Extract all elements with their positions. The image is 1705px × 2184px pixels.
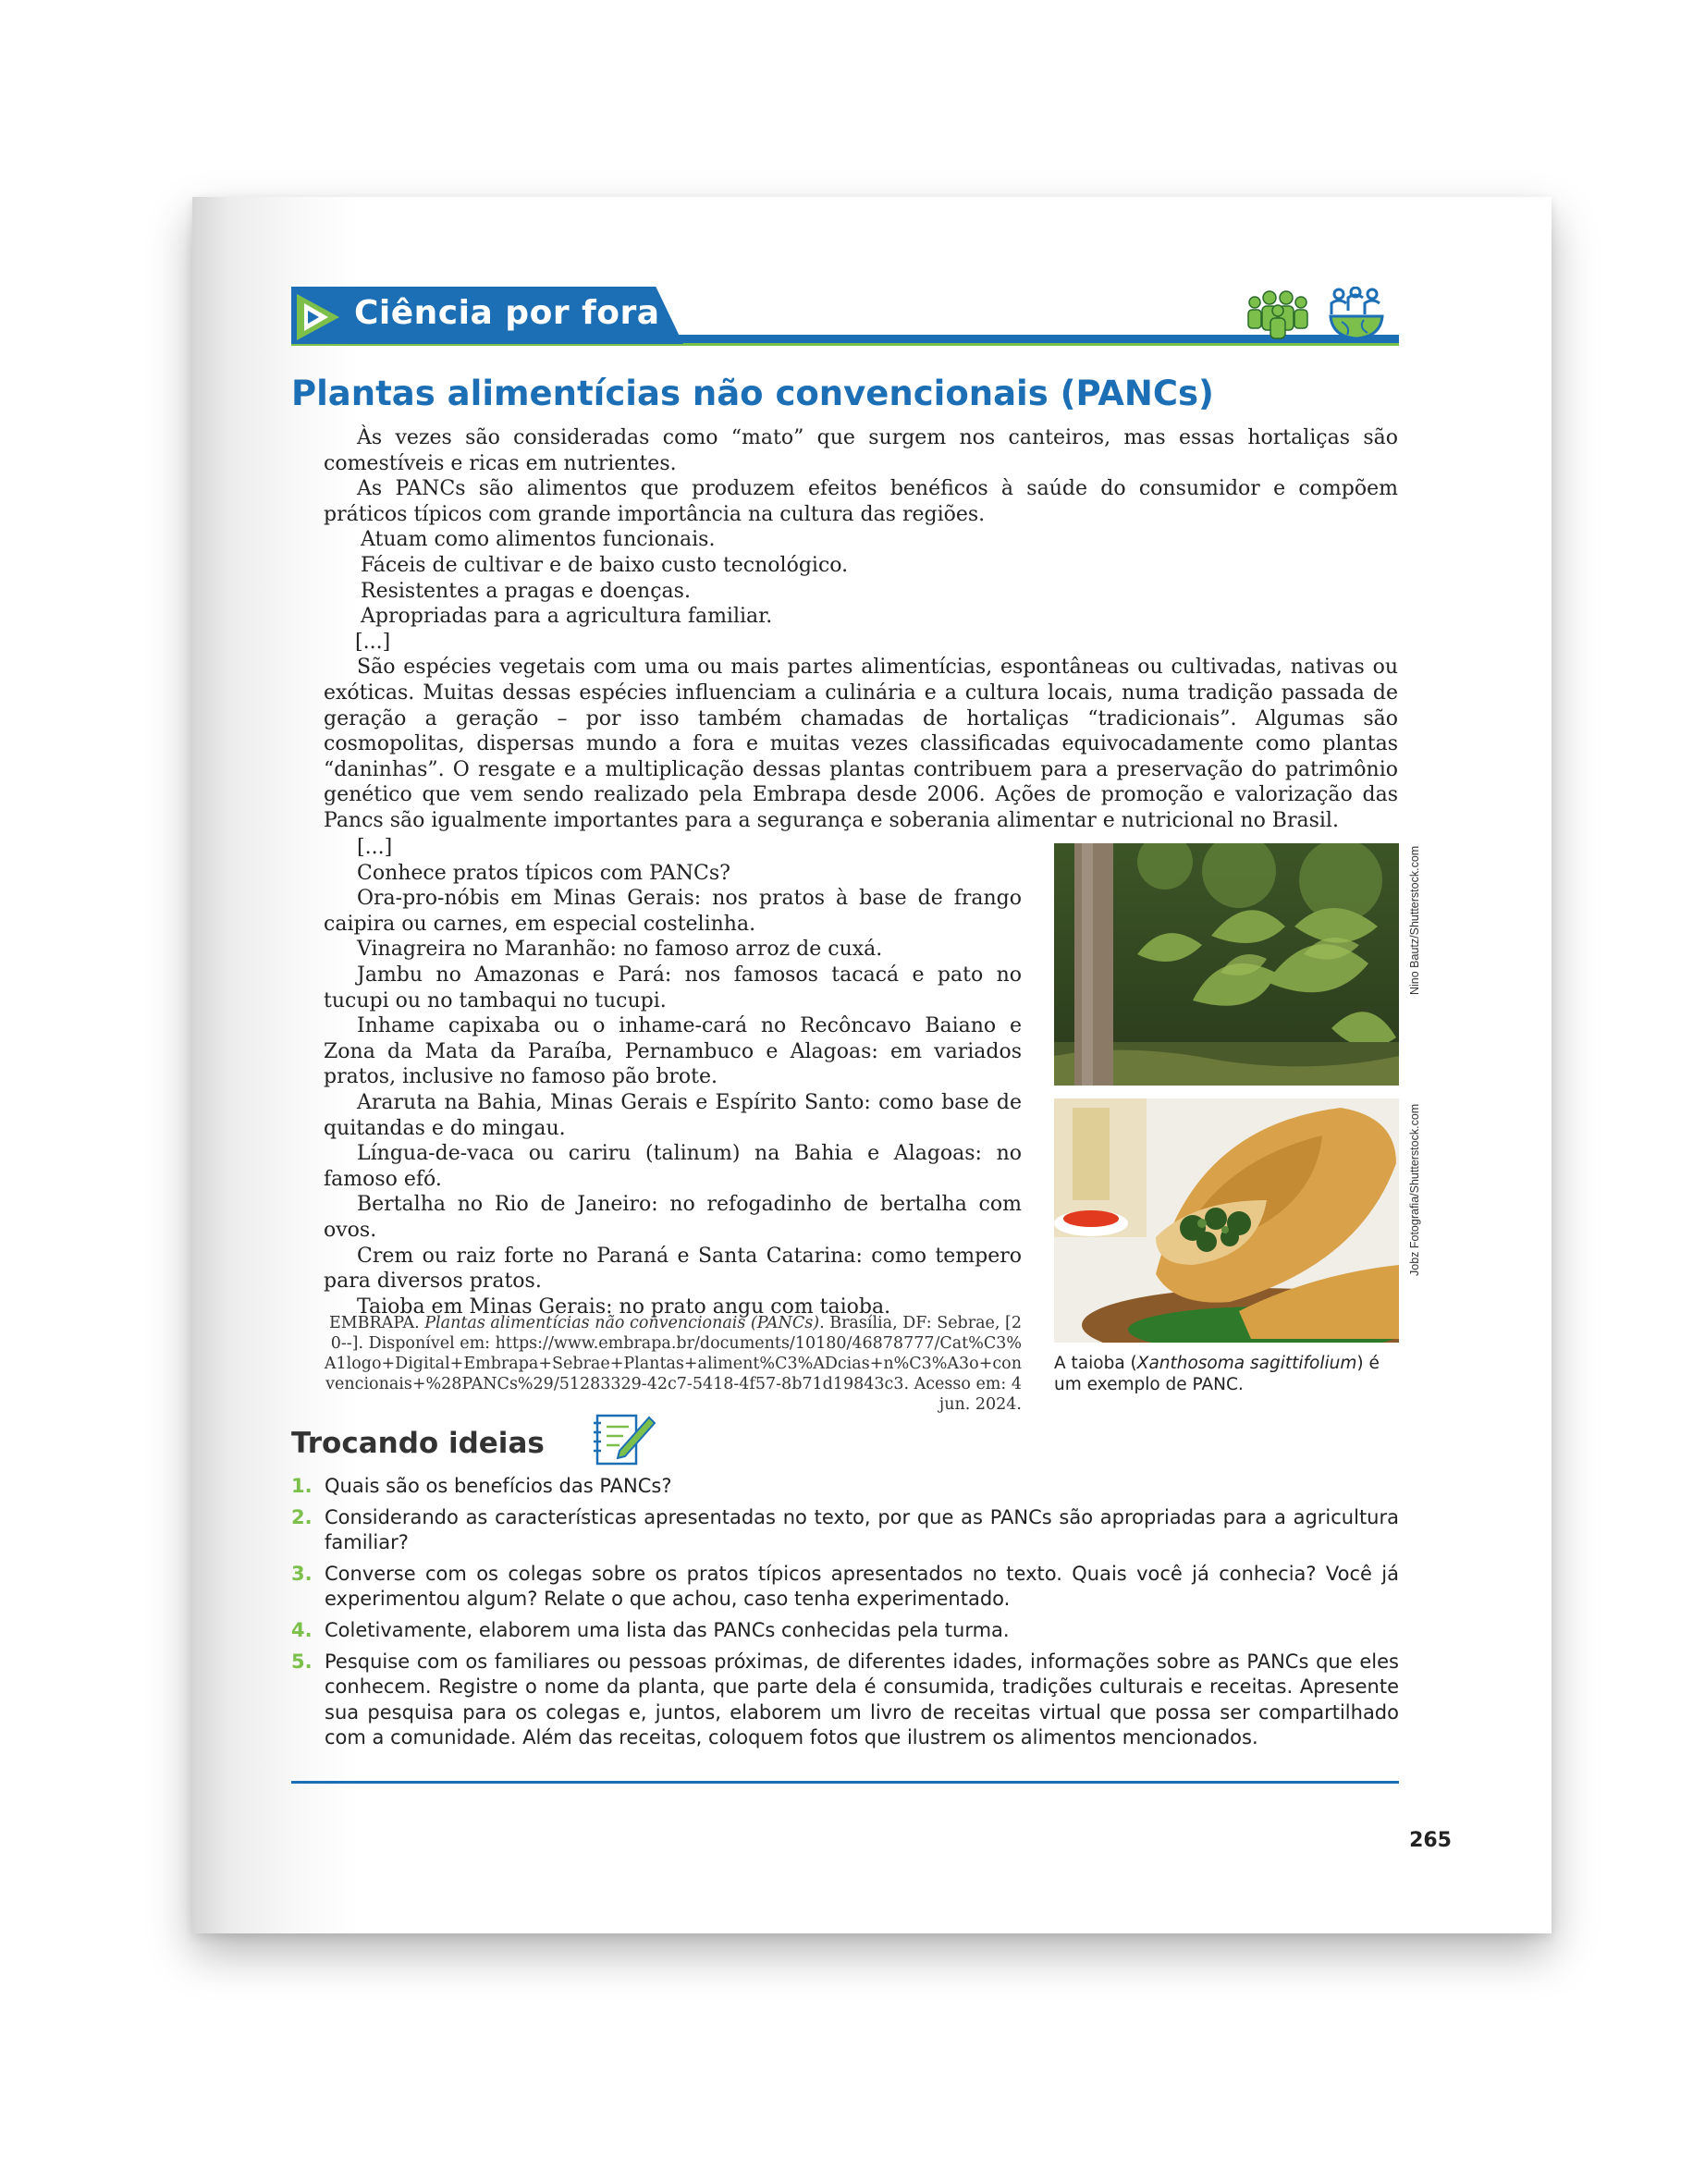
reference-author: EMBRAPA. [328, 1314, 420, 1332]
dish-line: Conhece pratos típicos com PANCs? [357, 861, 730, 885]
banner-icons [1242, 287, 1399, 352]
section-title: Ciência por fora [354, 294, 660, 332]
question-number: 1. [291, 1475, 313, 1497]
world-community-icon [1331, 288, 1382, 338]
intro-paragraph: As PANCs são alimentos que produzem efeitos benéficos à saúde do consumidor e compõem práticos típicos com grande importância na cultura das regiões. [324, 477, 1398, 526]
taioba-plant-photo [1054, 843, 1399, 1086]
article-body-top [324, 425, 1398, 834]
question-text: Pesquise com os familiares ou pessoas próximas, de diferentes idades, informações sobre as PANCs que eles conhecem. Registre o nome da planta, que parte dela é consumida, tradições culturais e receitas. Apresente sua pesquisa para os colegas e, juntos, elaborem um livro de receitas virtual que possa ser compartilhado com a comunidade. Além das receitas, coloquem fotos que ilustrem os alimentos mencionados. [325, 1650, 1399, 1749]
page-number: 265 [1409, 1829, 1452, 1852]
ellipsis-mark: [...] [355, 630, 391, 654]
intro-paragraph: Às vezes são consideradas como “mato” que surgem nos canteiros, mas essas hortaliças são comestíveis e ricas em nutrientes. [324, 426, 1398, 475]
reference-work: Plantas alimentícias não convencionais (PANCs) [424, 1314, 820, 1332]
taioba-pastry-photo [1054, 1098, 1399, 1343]
question-text: Coletivamente, elaborem uma lista das PANCs conhecidas pela turma. [325, 1618, 1010, 1641]
article-title: Plantas alimentícias não convencionais (PANCs) [291, 374, 1214, 413]
dish-line: Língua-de-vaca ou cariru (talinum) na Bahia e Alagoas: no famoso efó. [324, 1142, 1022, 1191]
reference-details: . Brasília, DF: Sebrae, [20--]. Disponível em: https://www.embrapa.br/documents/10180/46878777/Cat%C3%A1logo+Digital+Embrapa+Sebrae+Plantas+aliment%C3%ADcias+n%C3%A3o+convencionais+%28PANCs%29/51283329-42c7-5418-4f57-8b71d19843c3. Acesso em: 4 jun. 2024. [324, 1314, 1022, 1414]
caption-text: A taioba ( [1054, 1354, 1137, 1373]
question-number: 2. [291, 1505, 313, 1528]
question-item [291, 1650, 1399, 1751]
question-list [291, 1474, 1399, 1757]
dish-line: Taioba em Minas Gerais: no prato angu com taioba. [357, 1294, 891, 1319]
group-people-icon [1248, 291, 1307, 338]
dish-line: Inhame capixaba ou o inhame-cará no Recôncavo Baiano e Zona da Mata da Paraíba, Pernambuco e Alagoas: em variados pratos, inclusive no famoso pão brote. [324, 1014, 1022, 1089]
photo-caption [1054, 1353, 1405, 1395]
photo-credit: Jobz Fotografia/Shutterstock.com [1408, 1103, 1421, 1276]
dish-line: Araruta na Bahia, Minas Gerais e Espírito Santo: como base de quitandas e do mingau. [324, 1090, 1022, 1140]
benefit-item: Apropriadas para a agricultura familiar. [361, 605, 773, 629]
benefit-item: Atuam como alimentos funcionais. [361, 528, 716, 552]
reference-citation [324, 1313, 1022, 1415]
question-text: Considerando as características apresentadas no texto, por que as PANCs são apropriadas para a agricultura familiar? [325, 1505, 1399, 1554]
article-body-dishes [324, 835, 1022, 1319]
dish-line: Bertalha no Rio de Janeiro: no refogadinho de bertalha com ovos. [324, 1193, 1022, 1242]
question-text: Quais são os benefícios das PANCs? [325, 1475, 672, 1497]
caption-species: Xanthosoma sagittifolium [1136, 1354, 1357, 1373]
notebook-pencil-icon [592, 1410, 658, 1467]
activity-title: Trocando ideias [291, 1427, 545, 1460]
dish-line: Crem ou raiz forte no Paraná e Santa Catarina: como tempero para diversos pratos. [324, 1244, 1022, 1294]
bottom-rule [291, 1781, 1399, 1784]
question-number: 4. [291, 1618, 313, 1641]
question-item [291, 1505, 1399, 1556]
question-item [291, 1618, 1399, 1644]
photo-credit: Nino Bautz/Shutterstock.com [1408, 845, 1421, 995]
section-banner [291, 287, 1399, 348]
question-number: 3. [291, 1562, 313, 1585]
play-arrow-icon [293, 290, 345, 344]
benefit-item: Resistentes a pragas e doenças. [361, 579, 691, 603]
dish-line: Ora-pro-nóbis em Minas Gerais: nos pratos à base de frango caipira ou carnes, em especial costelinha. [324, 887, 1022, 936]
benefit-item: Fáceis de cultivar e de baixo custo tecnológico. [361, 553, 849, 577]
dish-line: Vinagreira no Maranhão: no famoso arroz de cuxá. [357, 938, 883, 962]
caption-text: ) é um exemplo de PANC. [1054, 1354, 1380, 1394]
question-item [291, 1474, 1399, 1500]
dish-line: [...] [357, 836, 393, 859]
question-item [291, 1562, 1399, 1613]
dish-line: Jambu no Amazonas e Pará: nos famosos tacacá e pato no tucupi ou no tambaqui no tucupi. [324, 963, 1022, 1012]
question-number: 5. [291, 1650, 313, 1673]
description-paragraph: São espécies vegetais com uma ou mais partes alimentícias, espontâneas ou cultivadas, nativas ou exóticas. Muitas dessas espécies influenciam a culinária e a cultura locais, numa tradição passada de geração a geração – por isso também chamadas de hortaliças “tradicionais”. Algumas são cosmopolitas, dispersas mundo a fora e muitas vezes classificadas equivocadamente como plantas “daninhas”. O resgate e a multiplicação dessas plantas contribuem para a preservação do patrimônio genético que vem sendo realizado pela Embrapa desde 2006. Ações de promoção e valorização das Pancs são igualmente importantes para a segurança e soberania alimentar e nutricional no Brasil. [324, 656, 1398, 832]
question-text: Converse com os colegas sobre os pratos típicos apresentados no texto. Quais você já conhecia? Você já experimentou algum? Relate o que achou, caso tenha experimentado. [325, 1562, 1399, 1611]
